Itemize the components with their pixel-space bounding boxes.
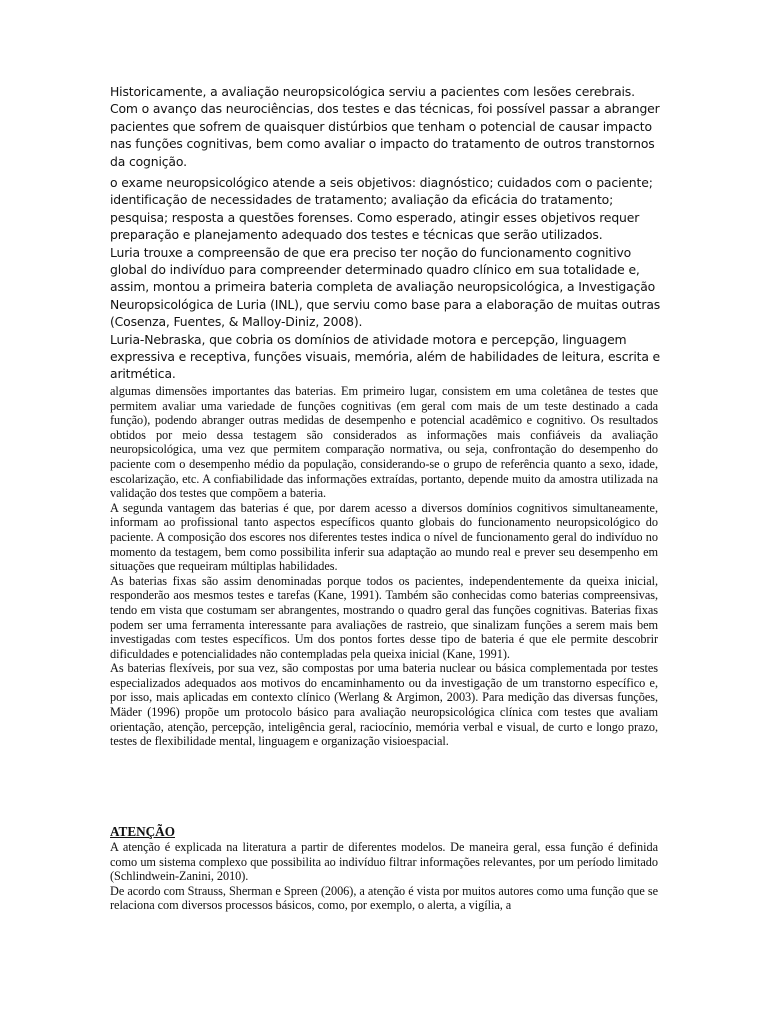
luria-paragraph: Luria trouxe a compreensão de que era preciso ter noção do funcionamento cognitivo global do indivíduo para compreender determinado quadro clínico em sua totalidade e, assim, montou a primeira bateria completa de avaliação neuropsicológica, a Investigação Neuropsicológica de Luria (INL), que serviu como base para a elaboração de muitas outras (Cosenza, Fuentes, & Malloy-Diniz, 2008). — [110, 244, 661, 330]
batteries-paragraph-4: As baterias flexíveis, por sua vez, são compostas por uma bateria nuclear ou básica complementada por testes especializados adequados aos motivos do encaminhamento ou da investigação de um transtorno específico e, por isso, mais aplicadas em contexto clínico (Werlang & Argimon, 2003). Para medição das diversas funções, Mäder (1996) propõe um protocolo básico para avaliação neuropsicológica clínica com testes que avaliam orientação, atenção, percepção, inteligência geral, raciocínio, memória verbal e visual, de curto e longo prazo, testes de flexibilidade mental, linguagem e organização visioespacial. — [110, 661, 658, 749]
luria-nebraska-paragraph: Luria-Nebraska, que cobria os domínios de atividade motora e percepção, linguagem expressiva e receptiva, funções visuais, memória, além de habilidades de leitura, escrita e aritmética. — [110, 331, 661, 382]
batteries-section — [110, 384, 658, 749]
batteries-paragraph-3: As baterias fixas são assim denominadas porque todos os pacientes, independentemente da queixa inicial, responderão aos mesmos testes e tarefas (Kane, 1991). Também são conhecidas como baterias compreensivas, tendo em vista que costumam ser abrangentes, mostrando o quadro geral das funções cognitivas. Baterias fixas podem ser uma ferramenta interessante para avaliações de rastreio, que sinalizam funções a serem mais bem investigadas com testes específicos. Um dos pontos fortes desse tipo de bateria é que ele permite descobrir dificuldades e potencialidades não contempladas pela queixa inicial (Kane, 1991). — [110, 573, 658, 661]
atencao-paragraph-2: De acordo com Strauss, Sherman e Spreen (2006), a atenção é vista por muitos autores como uma função que se relaciona com diversos processos básicos, como, por exemplo, o alerta, a vigília, a — [110, 883, 658, 913]
objectives-paragraph: o exame neuropsicológico atende a seis objetivos: diagnóstico; cuidados com o paciente; identificação de necessidades de tratamento; avaliação da eficácia do tratamento; pesquisa; resposta a questões forenses. Como esperado, atingir esses objetivos requer preparação e planejamento adequado dos testes e técnicas que serão utilizados. — [110, 175, 653, 243]
section-heading-atencao: ATENÇÃO — [110, 824, 175, 839]
paragraph-text: Historicamente, a avaliação neuropsicológica serviu a pacientes com lesões cerebrais. Com o avanço das neurociências, dos testes e das técnicas, foi possível passar a abranger pacientes que sofrem de quaisquer distúrbios que tenham o potencial de causar impacto nas funções cognitivas, bem como avaliar o impacto do tratamento de outros transtornos da cognição. — [110, 84, 660, 169]
intro-paragraph-group — [110, 174, 662, 383]
batteries-paragraph-1: algumas dimensões importantes das baterias. Em primeiro lugar, consistem em uma coletânea de testes que permitem avaliar uma variedade de funções cognitivas (em geral com mais de um teste destinado a cada função), podendo abranger outras medidas de desempenho e potencial acadêmico e cognitivo. Os resultados obtidos por meio dessa testagem são considerados as informações mais confiáveis da avaliação neuropsicológica, uma vez que permitem comparação normativa, ou seja, confrontação do desempenho do paciente com o desempenho médio da população, considerando-se o grupo de referência quanto a sexo, idade, escolarização, etc. A confiabilidade das informações extraídas, portanto, depende muito da amostra utilizada na validação dos testes que compõem a bateria. — [110, 384, 658, 501]
atencao-section — [110, 840, 658, 913]
intro-paragraph-1 — [110, 83, 662, 170]
batteries-paragraph-2: A segunda vantagem das baterias é que, por darem acesso a diversos domínios cognitivos simultaneamente, informam ao profissional tanto aspectos específicos quanto globais do funcionamento neuropsicológico do paciente. A composição dos escores nos diferentes testes indica o nível de funcionamento geral do indivíduo no momento da testagem, bem como possibilita inferir sua adaptação ao mundo real e prever seu desempenho em situações que requeiram múltiplas habilidades. — [110, 500, 658, 574]
atencao-paragraph-1: A atenção é explicada na literatura a partir de diferentes modelos. De maneira geral, essa função é definida como um sistema complexo que possibilita ao indivíduo filtrar informações relevantes, por um período limitado (Schlindwein-Zanini, 2010). — [110, 840, 658, 884]
